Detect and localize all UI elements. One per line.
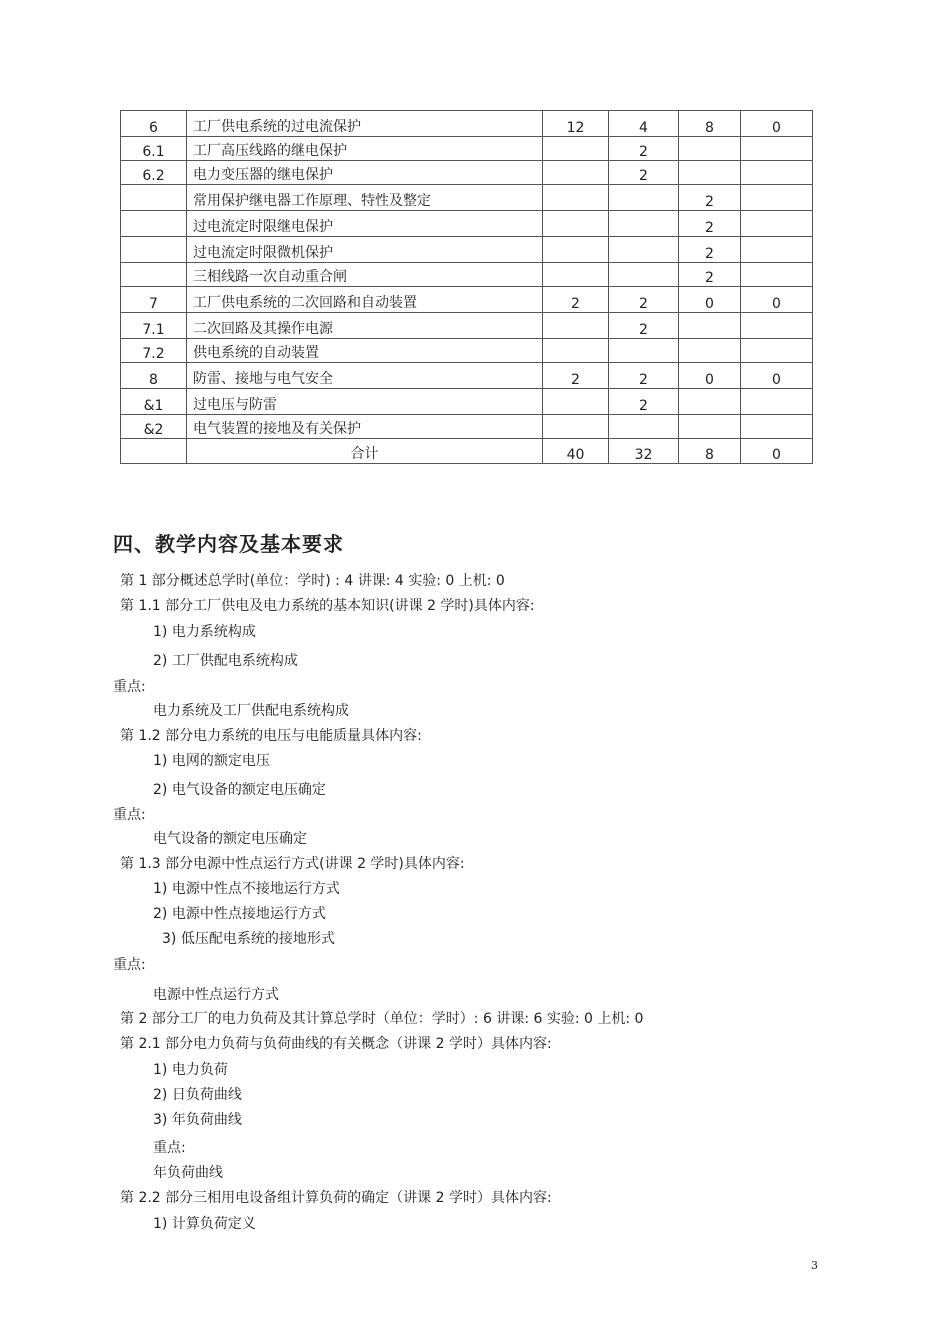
section-number-cell: 6.2 <box>121 161 187 185</box>
table-row <box>121 415 813 439</box>
section-number-cell <box>121 263 187 287</box>
topic-name-cell: 三相线路一次自动重合闸 <box>187 263 543 287</box>
section-title: 四、教学内容及基本要求 <box>113 532 344 556</box>
hours-computer-cell <box>741 339 813 363</box>
topic-name-cell: 过电压与防雷 <box>187 389 543 415</box>
hours-total-cell <box>543 313 609 339</box>
content-line: 第 1.1 部分工厂供电及电力系统的基本知识(讲课 2 学时)具体内容: <box>120 598 535 614</box>
hours-lab-cell: 0 <box>679 363 741 389</box>
topic-name-cell: 常用保护继电器工作原理、特性及整定 <box>187 185 543 211</box>
content-line: 2) 电源中性点接地运行方式 <box>153 906 326 922</box>
content-line: 3) 年负荷曲线 <box>153 1112 242 1128</box>
table-row <box>121 237 813 263</box>
content-line: 第 2.1 部分电力负荷与负荷曲线的有关概念（讲课 2 学时）具体内容: <box>120 1036 552 1052</box>
hours-computer-cell <box>741 389 813 415</box>
section-number-cell <box>121 237 187 263</box>
hours-total-cell <box>543 263 609 287</box>
content-line: 2) 日负荷曲线 <box>153 1087 242 1103</box>
topic-name-cell: 工厂供电系统的过电流保护 <box>187 111 543 137</box>
hours-total-cell <box>543 137 609 161</box>
content-line: 1) 电力系统构成 <box>153 624 256 640</box>
course-hours-table <box>120 110 813 464</box>
hours-total-cell: 2 <box>543 363 609 389</box>
hours-total-cell: 12 <box>543 111 609 137</box>
table-row <box>121 185 813 211</box>
content-line: 电源中性点运行方式 <box>153 987 279 1003</box>
content-line: 2) 工厂供配电系统构成 <box>153 653 298 669</box>
hours-computer-cell <box>741 263 813 287</box>
hours-lecture-cell: 2 <box>609 389 679 415</box>
table-row <box>121 263 813 287</box>
topic-name-cell: 过电流定时限微机保护 <box>187 237 543 263</box>
topic-name-cell: 电力变压器的继电保护 <box>187 161 543 185</box>
content-line: 第 2 部分工厂的电力负荷及其计算总学时（单位：学时）: 6 讲课: 6 实验: 0 上机: 0 <box>120 1011 644 1027</box>
section-number-cell <box>121 211 187 237</box>
section-number-cell: 6 <box>121 111 187 137</box>
topic-name-cell: 供电系统的自动装置 <box>187 339 543 363</box>
topic-name-cell: 二次回路及其操作电源 <box>187 313 543 339</box>
section-number-cell: 7.2 <box>121 339 187 363</box>
hours-total-cell <box>543 185 609 211</box>
topic-name-cell: 工厂供电系统的二次回路和自动装置 <box>187 287 543 313</box>
hours-lecture-cell: 2 <box>609 287 679 313</box>
total-hours-cell: 40 <box>543 439 609 464</box>
section-number-cell: &2 <box>121 415 187 439</box>
content-line: 3) 低压配电系统的接地形式 <box>162 931 335 947</box>
hours-lecture-cell <box>609 211 679 237</box>
topic-name-cell: 工厂高压线路的继电保护 <box>187 137 543 161</box>
hours-lecture-cell: 2 <box>609 137 679 161</box>
content-line: 1) 电网的额定电压 <box>153 753 270 769</box>
hours-lab-cell: 2 <box>679 263 741 287</box>
hours-lab-cell: 0 <box>679 287 741 313</box>
table-row <box>121 339 813 363</box>
table-row <box>121 389 813 415</box>
table-row <box>121 211 813 237</box>
section-number-cell: 8 <box>121 363 187 389</box>
hours-computer-cell <box>741 211 813 237</box>
hours-lecture-cell <box>609 415 679 439</box>
hours-lab-cell <box>679 415 741 439</box>
content-line: 电气设备的额定电压确定 <box>153 831 307 847</box>
hours-computer-cell: 0 <box>741 111 813 137</box>
page-number: 3 <box>811 1259 818 1272</box>
hours-computer-cell <box>741 137 813 161</box>
hours-lecture-cell: 2 <box>609 161 679 185</box>
total-label-cell: 合计 <box>187 439 543 464</box>
hours-computer-cell: 0 <box>741 287 813 313</box>
section-number-cell: &1 <box>121 389 187 415</box>
total-lecture-cell: 32 <box>609 439 679 464</box>
topic-name-cell: 防雷、接地与电气安全 <box>187 363 543 389</box>
hours-total-cell <box>543 161 609 185</box>
section-number-cell: 7.1 <box>121 313 187 339</box>
content-line: 重点: <box>113 957 146 973</box>
content-line: 第 2.2 部分三相用电设备组计算负荷的确定（讲课 2 学时）具体内容: <box>120 1190 552 1206</box>
hours-computer-cell <box>741 415 813 439</box>
table-row <box>121 137 813 161</box>
total-computer-cell: 0 <box>741 439 813 464</box>
content-line: 重点: <box>113 807 146 823</box>
hours-lecture-cell: 2 <box>609 313 679 339</box>
hours-lab-cell <box>679 313 741 339</box>
content-line: 1) 电源中性点不接地运行方式 <box>153 881 340 897</box>
table-row <box>121 287 813 313</box>
hours-lab-cell: 2 <box>679 237 741 263</box>
hours-lecture-cell: 4 <box>609 111 679 137</box>
section-number-cell: 6.1 <box>121 137 187 161</box>
table-row <box>121 313 813 339</box>
hours-lab-cell: 8 <box>679 111 741 137</box>
topic-name-cell: 电气装置的接地及有关保护 <box>187 415 543 439</box>
hours-lecture-cell <box>609 263 679 287</box>
hours-lecture-cell <box>609 237 679 263</box>
content-line: 1) 计算负荷定义 <box>153 1216 256 1232</box>
hours-lecture-cell: 2 <box>609 363 679 389</box>
hours-lab-cell <box>679 389 741 415</box>
content-line: 第 1 部分概述总学时(单位：学时) : 4 讲课: 4 实验: 0 上机: 0 <box>120 573 505 589</box>
content-line: 2) 电气设备的额定电压确定 <box>153 782 326 798</box>
hours-total-cell <box>543 389 609 415</box>
table-row <box>121 111 813 137</box>
section-number-cell <box>121 185 187 211</box>
content-line: 电力系统及工厂供配电系统构成 <box>153 703 349 719</box>
content-line: 重点: <box>153 1140 186 1156</box>
hours-lecture-cell <box>609 339 679 363</box>
content-line: 第 1.2 部分电力系统的电压与电能质量具体内容: <box>120 728 422 744</box>
content-line: 1) 电力负荷 <box>153 1062 228 1078</box>
hours-computer-cell <box>741 161 813 185</box>
hours-lab-cell: 2 <box>679 185 741 211</box>
section-number-cell: 7 <box>121 287 187 313</box>
total-row <box>121 439 813 464</box>
content-line: 第 1.3 部分电源中性点运行方式(讲课 2 学时)具体内容: <box>120 856 465 872</box>
hours-lecture-cell <box>609 185 679 211</box>
hours-lab-cell: 2 <box>679 211 741 237</box>
topic-name-cell: 过电流定时限继电保护 <box>187 211 543 237</box>
table-row <box>121 363 813 389</box>
hours-total-cell <box>543 211 609 237</box>
content-line: 年负荷曲线 <box>153 1165 223 1181</box>
hours-computer-cell <box>741 313 813 339</box>
hours-lab-cell <box>679 339 741 363</box>
hours-total-cell <box>543 237 609 263</box>
hours-computer-cell: 0 <box>741 363 813 389</box>
content-line: 重点: <box>113 679 146 695</box>
hours-total-cell: 2 <box>543 287 609 313</box>
hours-computer-cell <box>741 185 813 211</box>
table-row <box>121 161 813 185</box>
hours-total-cell <box>543 415 609 439</box>
total-empty-cell <box>121 439 187 464</box>
hours-lab-cell <box>679 161 741 185</box>
hours-total-cell <box>543 339 609 363</box>
hours-lab-cell <box>679 137 741 161</box>
total-lab-cell: 8 <box>679 439 741 464</box>
hours-computer-cell <box>741 237 813 263</box>
